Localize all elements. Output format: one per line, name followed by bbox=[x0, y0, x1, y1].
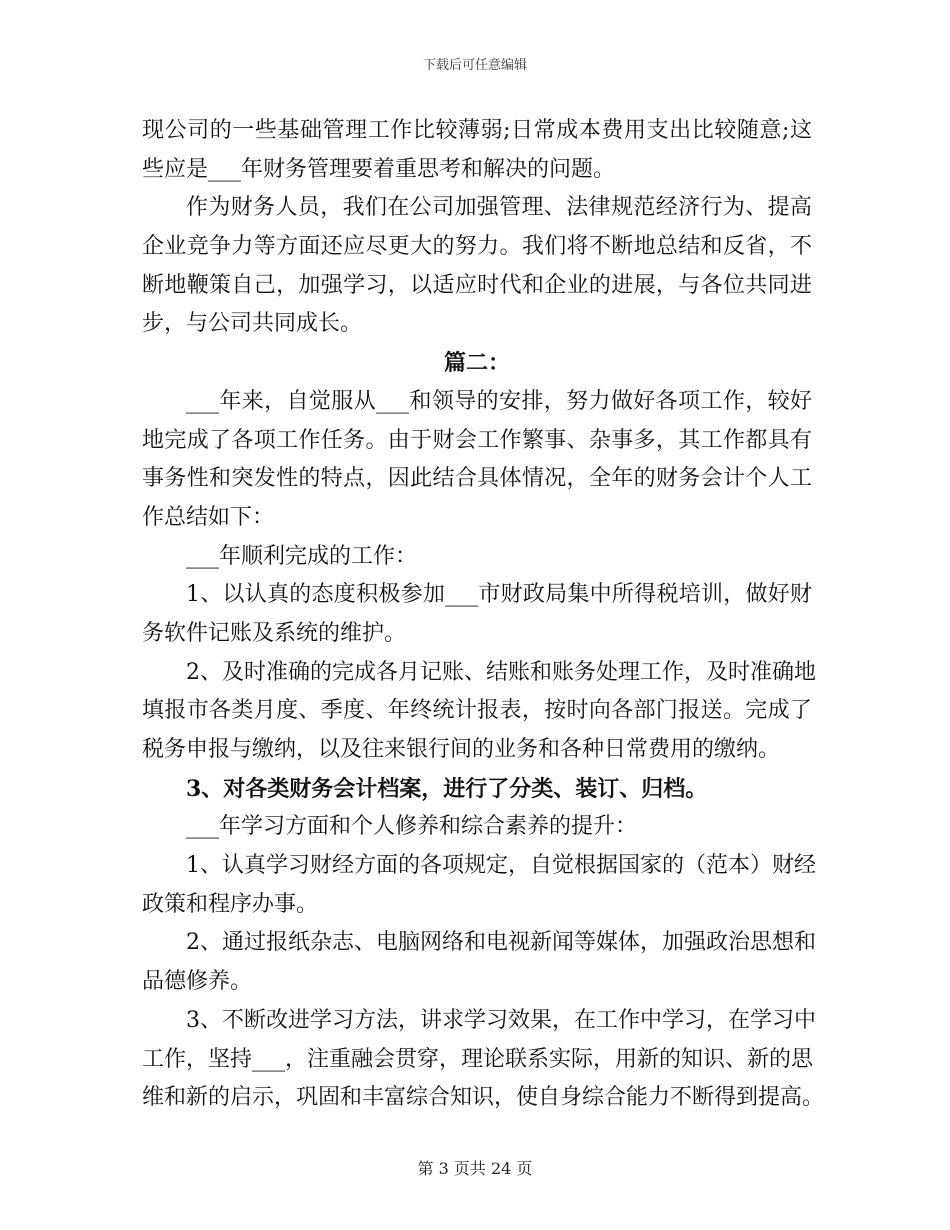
text-line: 工作，坚持___，注重融会贯穿，理论联系实际，用新的知识、新的思 bbox=[142, 1046, 814, 1072]
text-line: 地完成了各项工作任务。由于财会工作繁事、杂事多，其工作都具有 bbox=[142, 427, 812, 453]
text-line: ___年顺利完成的工作： bbox=[186, 543, 418, 569]
text-line: 务软件记账及系统的维护。 bbox=[142, 620, 407, 646]
section-heading: 篇二： bbox=[443, 350, 510, 377]
text-line: 事务性和突发性的特点，因此结合具体情况，全年的财务会计个人工 bbox=[142, 466, 812, 492]
text-line: 品德修养。 bbox=[142, 969, 253, 995]
text-line: 3、对各类财务会计档案，进行了分类、装订、归档。 bbox=[186, 775, 708, 802]
text-line: 作总结如下： bbox=[142, 504, 275, 530]
page-header: 下载后可任意编辑 bbox=[422, 58, 527, 73]
text-line: 2、通过报纸杂志、电脑网络和电视新闻等媒体，加强政治思想和 bbox=[186, 930, 816, 956]
text-line: ___年来，自觉服从___和领导的安排，努力做好各项工作，较好 bbox=[186, 388, 812, 414]
text-line: 断地鞭策自己，加强学习，以适应时代和企业的进展，与各位共同进 bbox=[142, 272, 812, 298]
text-line: ___年学习方面和个人修养和综合素养的提升： bbox=[186, 814, 638, 840]
page-footer: 第 3 页共 24 页 bbox=[417, 1159, 533, 1178]
text-line: 作为财务人员，我们在公司加强管理、法律规范经济行为、提高 bbox=[186, 195, 812, 221]
text-line: 1、以认真的态度积极参加___市财政局集中所得税培训，做好财 bbox=[186, 582, 812, 608]
text-line: 些应是___年财务管理要着重思考和解决的问题。 bbox=[142, 156, 616, 182]
text-line: 现公司的一些基础管理工作比较薄弱;日常成本费用支出比较随意;这 bbox=[142, 118, 812, 143]
text-line: 政策和程序办事。 bbox=[142, 891, 319, 917]
text-line: 维和新的启示，巩固和丰富综合知识，使自身综合能力不断得到提高。 bbox=[142, 1085, 825, 1111]
text-line: 3、不断改进学习方法，讲求学习效果，在工作中学习，在学习中 bbox=[186, 1007, 816, 1033]
text-line: 企业竞争力等方面还应尽更大的努力。我们将不断地总结和反省，不 bbox=[142, 234, 812, 260]
document-body bbox=[142, 112, 825, 1118]
text-line: 填报市各类月度、季度、年终统计报表，按时向各部门报送。完成了 bbox=[142, 698, 812, 724]
text-line: 1、认真学习财经方面的各项规定，自觉根据国家的（范本）财经 bbox=[186, 853, 816, 879]
text-line: 2、及时准确的完成各月记账、结账和账务处理工作，及时准确地 bbox=[186, 659, 816, 685]
text-line: 步，与公司共同成长。 bbox=[142, 311, 363, 337]
text-line: 税务申报与缴纳，以及往来银行间的业务和各种日常费用的缴纳。 bbox=[142, 737, 781, 762]
